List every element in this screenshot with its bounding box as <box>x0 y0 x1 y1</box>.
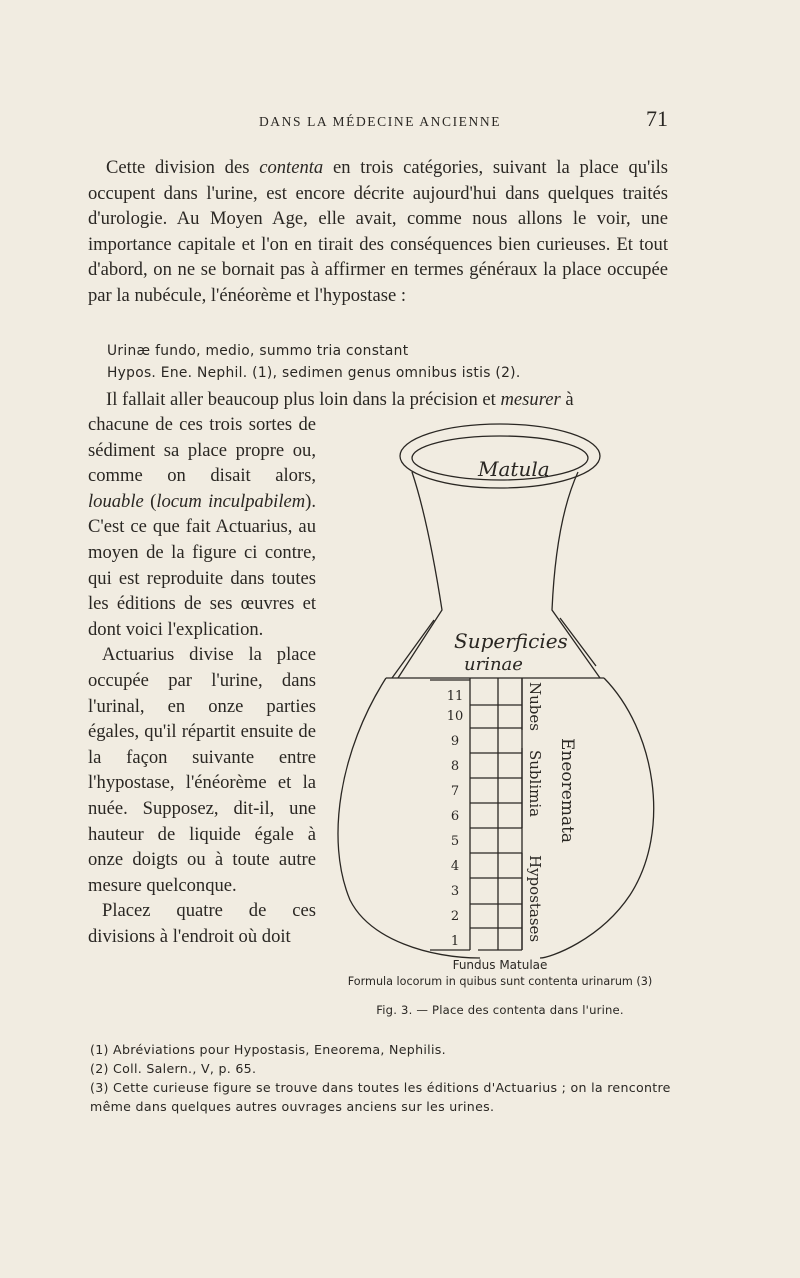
paragraph-2-rest <box>88 412 316 642</box>
label-hypostases: Hypostases <box>526 855 544 943</box>
para2-col-a: chacune de ces trois sortes de sédiment sa place propre ou, comme on disait alors, <box>88 414 316 487</box>
row-number-1: 1 <box>450 934 460 949</box>
para2-col-b: ( <box>143 490 157 512</box>
figure-caption-formula: Formula locorum in quibus sunt contenta urinarum (3) <box>347 975 653 988</box>
neck-left <box>398 472 442 678</box>
footnotes <box>90 1040 675 1116</box>
paragraph-1 <box>88 155 668 309</box>
footnote-1: (1) Abréviations pour Hypostasis, Eneorema, Nephilis. <box>90 1042 446 1057</box>
label-eneoremata: Eneoremata <box>557 738 577 844</box>
label-matula: Matula <box>478 457 550 481</box>
row-number-11: 11 <box>446 689 464 704</box>
running-title: DANS LA MÉDECINE ANCIENNE <box>258 114 502 129</box>
quote-line-1: Urinæ fundo, medio, summo tria constant <box>107 343 409 359</box>
row-number-8: 8 <box>450 759 460 774</box>
quote-line-2: Hypos. Ene. Nephil. (1), sedimen genus omnibus istis (2). <box>107 365 521 381</box>
page-number: 71 <box>646 106 668 131</box>
para2-col-c: ). C'est ce que fait Actuarius, au moyen de la figure ci contre, qui est reproduite dans toutes les éditions de ses œuvres et dont voici l'explication. <box>88 490 317 640</box>
row-number-5: 5 <box>450 834 460 849</box>
page-header <box>0 106 800 142</box>
left-column <box>88 412 316 949</box>
row-number-7: 7 <box>450 784 460 799</box>
para2-italic-locum: locum inculpabilem <box>156 490 306 512</box>
para1-text-b: en trois catégories, suivant la place qu'ils occupent dans l'urine, est encore décrite aujourd'hui dans quelques traités d'urologie. Au Moyen Age, elle avait, comme nous allons le voir, une importance capitale et l'on en tirait des conséquences bien curieuses. Et tout d'abord, on ne se bornait pas à affirmer en termes généraux la place occupée par la nubécule, l'énéorème et l'hypostase : <box>88 157 668 306</box>
row-number-10: 10 <box>446 709 464 724</box>
para2-line-b: à <box>560 389 574 410</box>
para1-text-a: Cette division des <box>106 157 260 178</box>
row-number-4: 4 <box>450 859 460 874</box>
paragraph-2-first-line <box>88 387 668 413</box>
para2-italic-mesurer: mesurer <box>500 389 561 410</box>
label-sublimia: Sublimia <box>526 750 544 818</box>
label-nubes: Nubes <box>526 682 544 731</box>
label-urinae: urinae <box>464 654 523 675</box>
row-number-3: 3 <box>450 884 460 899</box>
row-number-6: 6 <box>450 809 460 824</box>
row-number-9: 9 <box>450 734 460 749</box>
urinal-figure <box>330 410 670 980</box>
paragraph-3: Actuarius divise la place occupée par l'urine, dans l'urinal, en onze parties égales, qu'il répartit ensuite de la façon suivante entre l'hypostase, l'énéorème et la nuée. Supposez, dit-il, une hauteur de liquide égale à onze doigts ou à toute autre mesure quelconque. <box>88 644 316 896</box>
para2-italic-louable: louable <box>88 490 144 512</box>
label-superficies: Superficies <box>454 629 568 653</box>
figure-caption-fundus: Fundus Matulae <box>452 958 548 972</box>
row-number-2: 2 <box>450 909 460 924</box>
para1-italic: contenta <box>259 157 324 178</box>
paragraph-4: Placez quatre de ces divisions à l'endroit où doit <box>88 900 316 947</box>
footnote-3: (3) Cette curieuse figure se trouve dans toutes les éditions d'Actuarius ; on la rencontre même dans quelques autres ouvrages anciens sur les urines. <box>90 1080 671 1114</box>
latin-quote <box>107 340 667 384</box>
figure-caption-title: Fig. 3. — Place des contenta dans l'urine. <box>376 1003 624 1017</box>
footnote-2: (2) Coll. Salern., V, p. 65. <box>90 1061 257 1076</box>
para2-line-a: Il fallait aller beaucoup plus loin dans la précision et <box>106 389 501 410</box>
